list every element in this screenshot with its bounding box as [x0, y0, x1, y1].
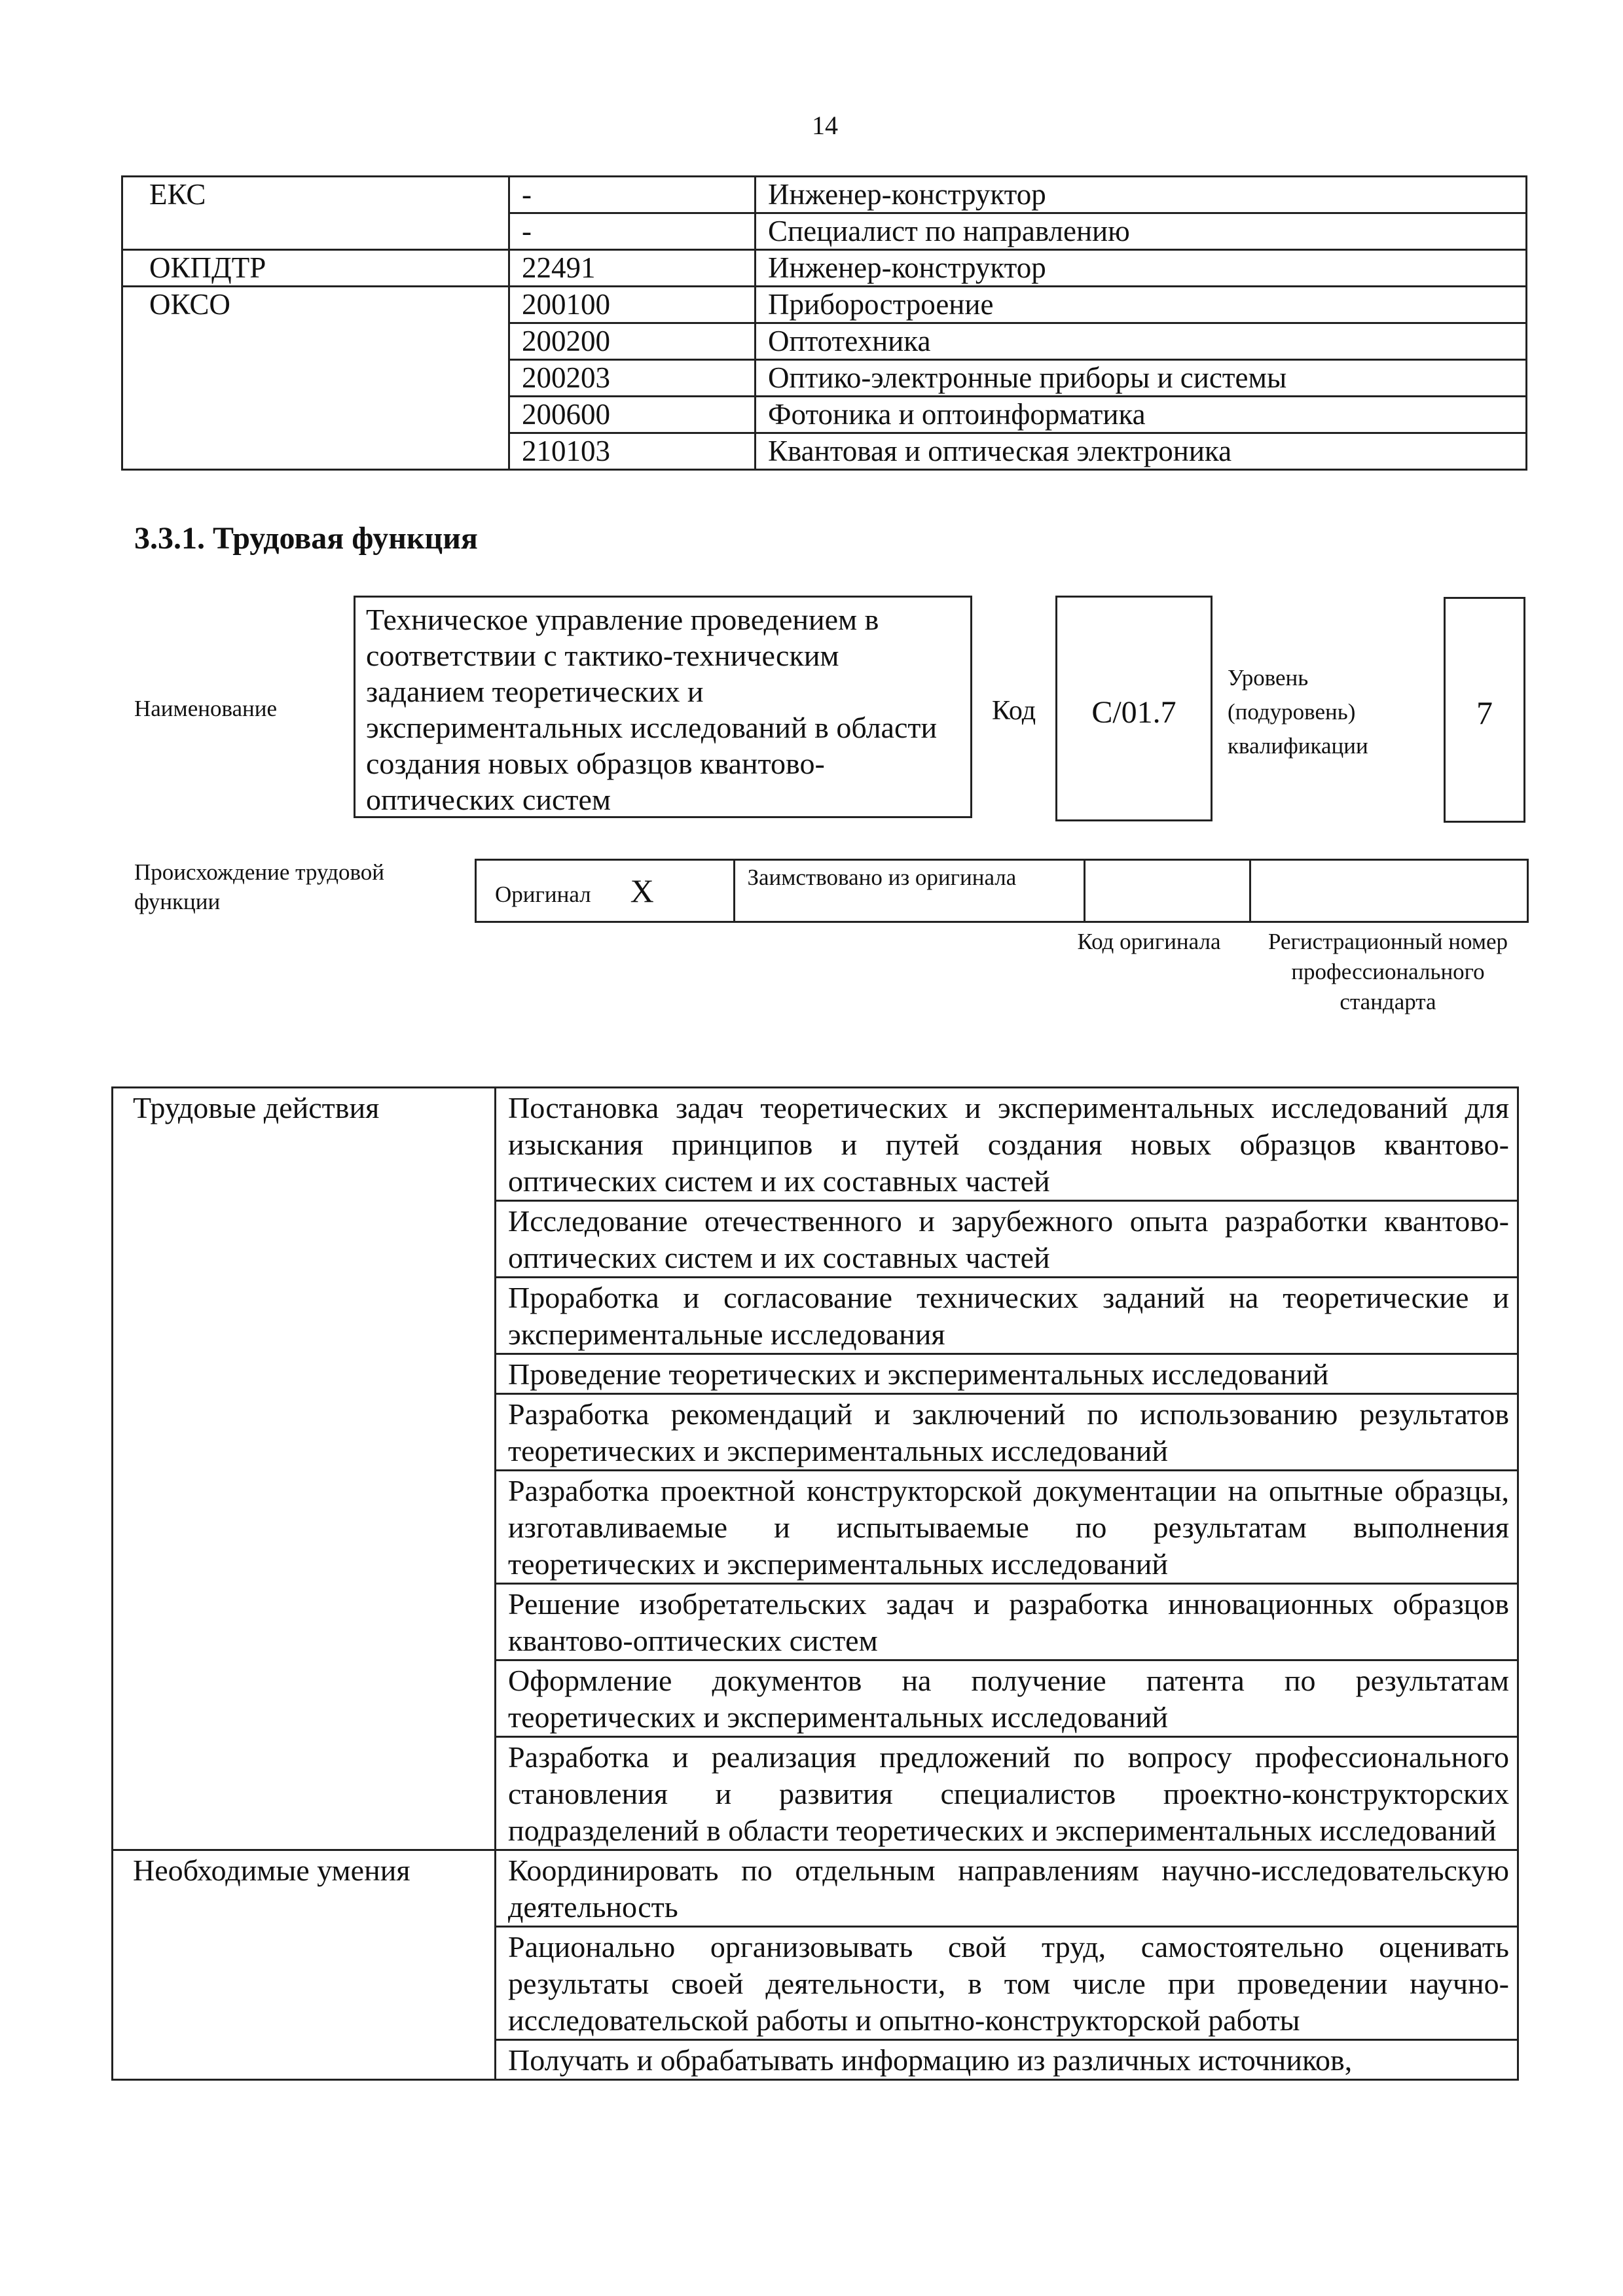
class-code: 22491 [509, 250, 756, 287]
skill-item: Получать и обрабатывать информацию из различных источников, [496, 2040, 1518, 2080]
code-label: Код [992, 696, 1036, 726]
original-mark: X [630, 872, 654, 909]
origin-table [475, 859, 1529, 923]
table-row [122, 397, 1527, 433]
class-name: Инженер-конструктор [756, 177, 1527, 213]
table-row [122, 213, 1527, 250]
skill-item: Рационально организовывать свой труд, самостоятельно оценивать результаты своей деятельности, в том числе при проведении научно-исследовательской работы и опытно-конструкторской работы [496, 1927, 1518, 2040]
labor-action-item: Решение изобретательских задач и разработка инновационных образцов квантово-оптических систем [496, 1584, 1518, 1660]
skills-label: Необходимые умения [113, 1850, 496, 2080]
labor-actions-label: Трудовые действия [113, 1088, 496, 1850]
labor-action-item: Проработка и согласование технических заданий на теоретические и экспериментальные исследования [496, 1278, 1518, 1354]
table-row [122, 360, 1527, 397]
class-name: Инженер-конструктор [756, 250, 1527, 287]
origin-label: Происхождение трудовой функции [134, 859, 385, 914]
class-name: Оптико-электронные приборы и системы [756, 360, 1527, 397]
page-number: 14 [812, 111, 838, 140]
class-name: Приборостроение [756, 287, 1527, 323]
section-title: 3.3.1. Трудовая функция [134, 521, 478, 556]
class-name: Специалист по направлению [756, 213, 1527, 250]
labor-action-item: Проведение теоретических и экспериментальных исследований [496, 1354, 1518, 1394]
class-group: ОКСО [122, 287, 509, 323]
class-name: Фотоника и оптоинформатика [756, 397, 1527, 433]
table-row [122, 177, 1527, 213]
table-row [122, 323, 1527, 360]
class-code: - [509, 177, 756, 213]
class-group: ОКПДТР [122, 250, 509, 287]
labor-action-item: Разработка рекомендаций и заключений по использованию результатов теоретических и экспериментальных исследований [496, 1394, 1518, 1471]
class-group: ЕКС [122, 177, 509, 213]
class-group [122, 397, 509, 433]
original-cell [476, 860, 735, 922]
table-row [113, 1088, 1518, 1201]
labor-action-item: Постановка задач теоретических и экспериментальных исследований для изыскания принципов и путей создания новых образцов квантово-оптических систем и их составных частей [496, 1088, 1518, 1201]
class-group [122, 213, 509, 250]
table-row [476, 860, 1528, 922]
class-code: 200600 [509, 397, 756, 433]
class-name: Квантовая и оптическая электроника [756, 433, 1527, 470]
table-row [122, 250, 1527, 287]
function-name: Техническое управление проведением в соответствии с тактико-техническим заданием теоретических и экспериментальных исследований в области создания новых образцов квантово-оптических систем [354, 596, 972, 818]
qualification-level: 7 [1444, 597, 1525, 823]
original-label: Оригинал [495, 882, 591, 907]
borrowed-label: Заимствовано из оригинала [735, 860, 1084, 922]
class-code: 200100 [509, 287, 756, 323]
class-code: 200200 [509, 323, 756, 360]
original-code-cell [1084, 860, 1250, 922]
class-group [122, 360, 509, 397]
labor-action-item: Разработка проектной конструкторской документации на опытные образцы, изготавливаемые и испытываемые по результатам выполнения теоретических и экспериментальных исследований [496, 1471, 1518, 1584]
class-code: - [509, 213, 756, 250]
class-code: 210103 [509, 433, 756, 470]
classification-table [121, 175, 1527, 471]
class-code: 200203 [509, 360, 756, 397]
labor-action-item: Разработка и реализация предложений по вопросу профессионального становления и развития специалистов проектно-конструкторских подразделений в области теоретических и экспериментальных исследований [496, 1737, 1518, 1850]
name-label: Наименование [134, 696, 278, 721]
labor-action-item: Исследование отечественного и зарубежного опыта разработки квантово-оптических систем и их составных частей [496, 1201, 1518, 1278]
function-code: C/01.7 [1055, 596, 1213, 821]
table-row [122, 287, 1527, 323]
table-row [113, 1850, 1518, 1927]
level-label: Уровень (подуровень) квалификации [1228, 665, 1368, 759]
class-group [122, 433, 509, 470]
labor-action-item: Оформление документов на получение патента по результатам теоретических и экспериментальных исследований [496, 1660, 1518, 1737]
labor-actions-table [111, 1086, 1519, 2081]
code-original-caption: Код оригинала [1077, 929, 1221, 954]
skill-item: Координировать по отдельным направлениям научно-исследовательскую деятельность [496, 1850, 1518, 1927]
class-name: Оптотехника [756, 323, 1527, 360]
reg-number-caption: Регистрационный номер профессионального стандарта [1267, 929, 1508, 1014]
class-group [122, 323, 509, 360]
table-row [122, 433, 1527, 470]
reg-number-cell [1250, 860, 1528, 922]
